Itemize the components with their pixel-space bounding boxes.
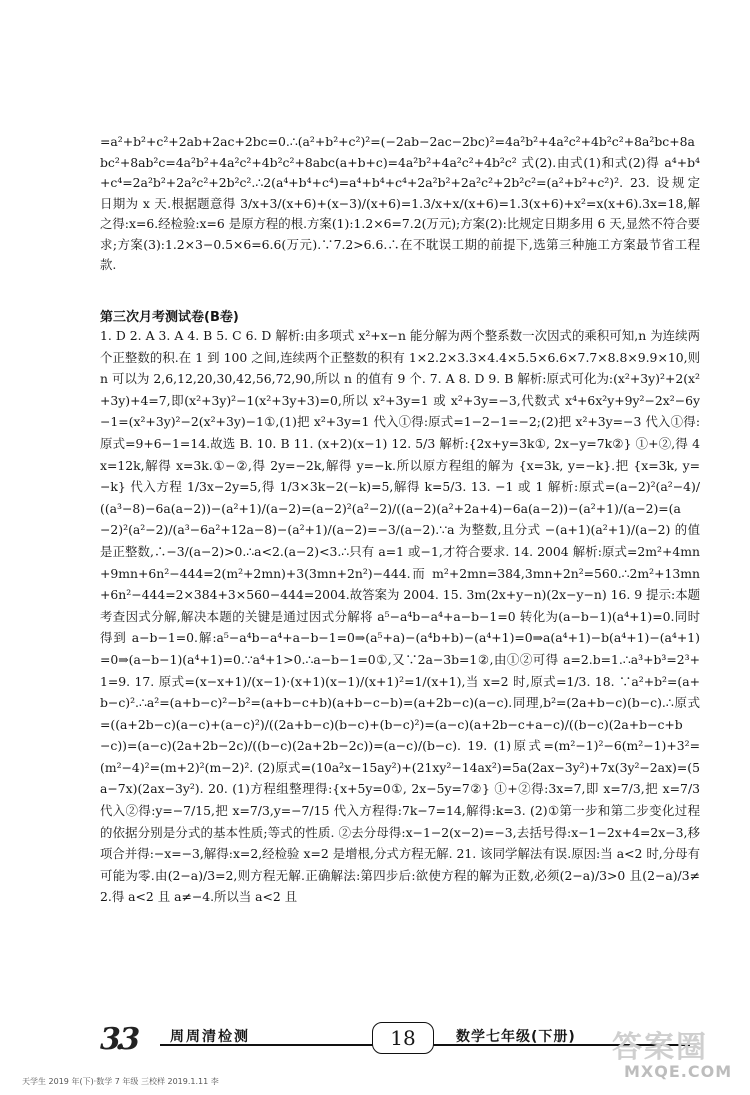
series-logo: 3.3 <box>100 1022 135 1057</box>
brand-name: 周周清检测 <box>170 1029 250 1045</box>
watermark-url: MXQE.COM <box>624 1062 733 1081</box>
print-info: 天学生 2019 年(下)·数学 7 年级 三校样 2019.1.11 李 <box>22 1077 219 1086</box>
subject-label: 数学七年级(下册) <box>456 1029 576 1045</box>
answer-text-section: 1. D 2. A 3. A 4. B 5. C 6. D 解析:由多项式 x²+x−n 能分解为两个整系数一次因式的乘积可知,n 为连续两个正整数的积.在 1 到 100 之间,连续两个正整数的积有 1×2.2×3.3×4.4×5.5×6.6×7.7×8.8×9.9×10,则 n 可以为 2,6,12,20,30,42,56,72,90,所以 n 的值有 9 个. 7. A 8. D 9. B 解析:原式可化为:(x²+3y)²+2(x²+3y)+4=7,即(x²+3y)²−1(x²+3y+3)=0,所以 x²+3y=1 或 x²+3y=−3,代数式 x⁴+6x²y+9y²−2x²−6y−1=(x²+3y)²−2(x²+3y)−1①,(1)把 x²+3y=1 代入①得:原式=1−2−1=−2;(2)把 x²+3y=−3 代入①得:原式=9+6−1=14.故选 B. 10. B 11. (x+2)(x−1) 12. 5/3 解析:{2x+y=3k①, 2x−y=7k②} ①+②,得 4x=12k,解得 x=3k.①−②,得 2y=−2k,解得 y=−k.所以原方程组的解为 {x=3k, y=−k}.把 {x=3k, y=−k} 代入方程 1/3x−2y=5,得 1/3×3k−2(−k)=5,解得 k=5/3. 13. −1 或 1 解析:原式=(a−2)²(a²−4)/((a³−8)−6a(a−2))−(a²+1)/(a−2)=(a−2)²(a²−2)/((a−2)(a²+2a+4)−6a(a−2))−(a²+1)/(a−2)=(a−2)²(a²−2)/(a³−6a²+12a−8)−(a²+1)/(a−2)=−3/(a−2).∵a 为整数,且分式 −(a+1)(a²+1)/(a−2) 的值是正整数,∴−3/(a−2)>0.∴a<2.(a−2)<3.∴只有 a=1 或−1,才符合要求. 14. 2004 解析:原式=2m²+4mn+9mn+6n²−444=2(m²+2mn)+3(3mn+2n²)−444.而 m²+2mn=384,3mn+2n²=560.∴2m²+13mn+6n²−444=2×384+3×560−444=2004.故答案为 2004. 15. 3m(2x+y−n)(2x−y−n) 16. 9 提示:本题考查因式分解,解决本题的关键是通过因式分解将 a⁵−a⁴b−a⁴+a−b−1=0 转化为(a−b−1)(a⁴+1)=0.同时得到 a−b−1=0.解:a⁵−a⁴b−a⁴+a−b−1=0⇒(a⁵+a)−(a⁴b+b)−(a⁴+1)=0⇒a(a⁴+1)−b(a⁴+1)−(a⁴+1)=0⇒(a−b−1)(a⁴+1)=0.∵a⁴+1>0.∴a−b−1=0①,又∵2a−3b=1②,由①②可得 a=2.b=1.∴a³+b³=2³+1=9. 17. 原式=(x−x+1)/(x−1)·(x+1)(x−1)/(x+1)²=1/(x+1),当 x=2 时,原式=1/3. 18. ∵a²+b²=(a+b−c)².∴a²=(a+b−c)²−b²=(a+b−c+b)(a+b−c−b)=(a+2b−c)(a−c).同理,b²=(2a+b−c)(b−c).∴原式=((a+2b−c)(a−c)+(a−c)²)/((2a+b−c)(b−c)+(b−c)²)=(a−c)(a+2b−c+a−c)/((b−c)(2a+b−c+b−c))=(a−c)(2a+2b−2c)/((b−c)(2a+2b−2c))=(a−c)/(b−c). 19. (1)原式=(m²−1)²−6(m²−1)+3²=(m²−4)²=(m+2)²(m−2)². (2)原式=(10a²x−15ay²)+(21xy²−14ax²)=5a(2ax−3y²)+7x(3y²−2ax)=(5a−7x)(2ax−3y²). 20. (1)方程组整理得:{x+5y=0①, 2x−5y=7②} ①+②得:3x=7,即 x=7/3,把 x=7/3 代入②得:y=−7/15,把 x=7/3,y=−7/15 代入方程得:7k−7=14,解得:k=3. (2)①第一步和第二步变化过程的依据分别是分式的基本性质;等式的性质. ②去分母得:x−1−2(x−2)=−3,去括号得:x−1−2x+4=2x−3,移项合并得:−x=−3,解得:x=2,经检验 x=2 是增根,分式方程无解. 21. 该同学解法有误.原因:当 a<2 时,分母有可能为零.由(2−a)/3=2,则方程无解.正确解法:第四步后:欲使方程的解为正数,必须(2−a)/3>0 且(2−a)/3≠2.得 a<2 且 a≠−4.所以当 a<2 且 <box>100 328 700 905</box>
watermark-logo: 答案圈 <box>612 1030 708 1065</box>
page-number: 18 <box>372 1022 434 1054</box>
section-title: 第三次月考测试卷(B卷) <box>100 310 239 325</box>
page-footer <box>100 1022 690 1060</box>
answer-text-continued: =a²+b²+c²+2ab+2ac+2bc=0.∴(a²+b²+c²)²=(−2ab−2ac−2bc)²=4a²b²+4a²c²+4b²c²+8a²bc+8abc²+8ab²c=4a²b²+4a²c²+4b²c²+8abc(a+b+c)=4a²b²+4a²c²+4b²c² 式(2).由式(1)和式(2)得 a⁴+b⁴+c⁴=2a²b²+2a²c²+2b²c².∴2(a⁴+b⁴+c⁴)=a⁴+b⁴+c⁴+2a²b²+2a²c²+2b²c²=(a²+b²+c²)². 23. 设规定日期为 x 天.根据题意得 3/x+3/(x+6)+(x−3)/(x+6)=1.3/x+x/(x+6)=1.3(x+6)+x²=x(x+6).3x=18,解之得:x=6.经检验:x=6 是原方程的根.方案(1):1.2×6=7.2(万元);方案(2):比规定日期多用 6 天,显然不符合要求;方案(3):1.2×3−0.5×6=6.6(万元).∵7.2>6.6.∴在不耽误工期的前提下,选第三种施工方案最节省工程款. <box>100 134 700 272</box>
